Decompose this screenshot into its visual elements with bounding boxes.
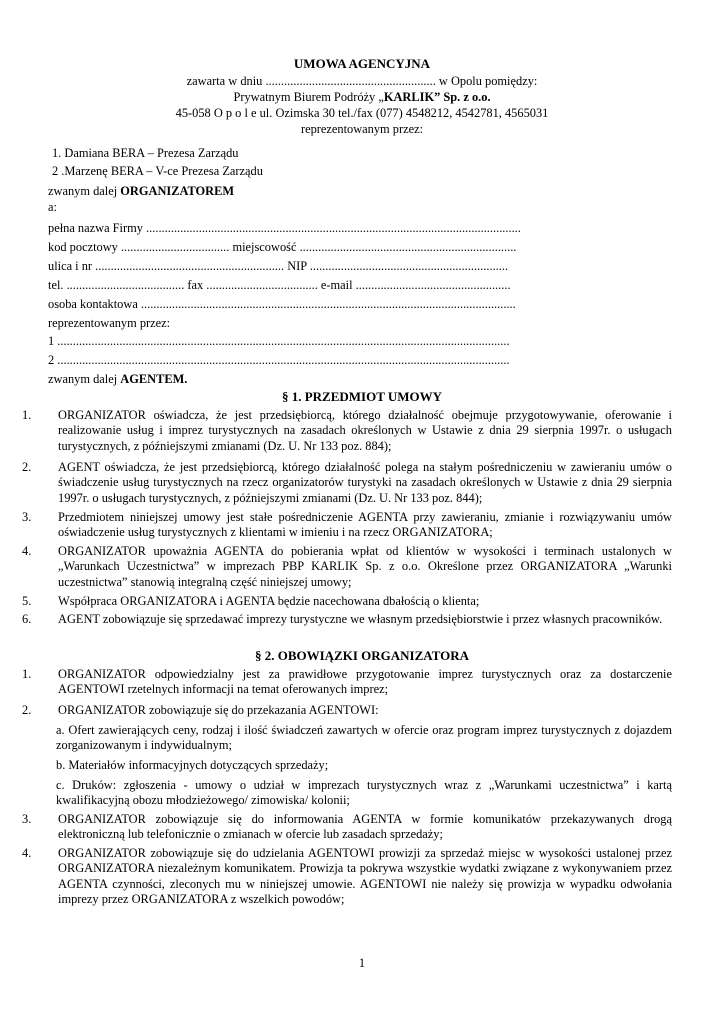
agent-label: AGENTEM.: [120, 372, 188, 386]
field-rep-1: 1 ..................................................................................................................................................: [48, 334, 510, 348]
s1-item-3: [22, 510, 672, 541]
header-company-line: [0, 90, 724, 105]
s1-item-2-text: AGENT oświadcza, że jest przedsiębiorcą, którego działalność polega na stałym pośredniczeniu w zawieraniu umów o świadczenie usług turystycznych na rzecz organizatorów turystyki na zasadach określonych w Ustawie z dnia 29 sierpnia 1997r. o usługach turystycznych, z późniejszymi zmianami (Dz. U. Nr 133 poz. 844);: [58, 460, 672, 505]
s2-item-1: [22, 667, 672, 698]
s2-item-2: [22, 703, 672, 718]
section-1-title: § 1. PRZEDMIOT UMOWY: [281, 389, 443, 404]
s2-item-1-text: ORGANIZATOR odpowiedzialny jest za prawidłowe przygotowanie imprez turystycznych oraz za dostarczenie AGENTOWI rzetelnych informacji na temat oferowanych imprez;: [58, 667, 672, 697]
document-title: UMOWA AGENCYJNA: [293, 56, 431, 71]
representative-1: 1. Damiana BERA – Prezesa Zarządu: [52, 146, 239, 160]
s2-subitem-a-label: a.: [56, 723, 65, 737]
s2-item-2-num: 2.: [22, 703, 32, 717]
s1-item-2: [22, 460, 672, 506]
s1-item-5-text: Współpraca ORGANIZATORA i AGENTA będzie nacechowana dbałością o klienta;: [58, 594, 480, 608]
company-name: KARLIK” Sp. z o.o.: [383, 90, 491, 104]
s1-item-4-num: 4.: [22, 544, 32, 558]
s2-subitem-a-text: Ofert zawierających ceny, rodzaj i ilość świadczeń zawartych w ofercie oraz program imprez turystycznych z dojazdem zorganizowanym i indywidualnym;: [56, 723, 672, 753]
organizer-label: ORGANIZATOREM: [120, 184, 235, 198]
s1-item-3-text: Przedmiotem niniejszej umowy jest stałe pośredniczenie AGENTA przy zawieraniu, zmianie i rozwiązywaniu umów oświadczenie usług turystycznych z klientami w imieniu i na rzecz ORGANIZATORA;: [58, 510, 672, 540]
s1-item-1-num: 1.: [22, 408, 32, 422]
s1-item-4: [22, 544, 672, 590]
field-phone: tel. ...................................... fax .................................... e-mail ..................................................: [48, 278, 511, 292]
field-street: ulica i nr ............................................................. NIP ................................................................: [48, 259, 509, 273]
s1-item-4-text: ORGANIZATOR upoważnia AGENTA do pobierania wpłat od klientów w wysokości i terminach ustalonych w „Warunkach Uczestnictwa” w imprezach PBP KARLIK Sp. z o.o. Określone przez ORGANIZATORA „Warunki uczestnictwa” stanowią integralną część niniejszej umowy;: [58, 544, 672, 589]
agent-prefix: zwanym dalej: [48, 372, 121, 386]
s1-item-2-num: 2.: [22, 460, 32, 474]
s1-item-3-num: 3.: [22, 510, 32, 524]
s2-item-4-num: 4.: [22, 846, 32, 860]
company-prefix: Prywatnym Biurem Podróży „: [233, 90, 384, 104]
s2-subitem-b-label: b.: [56, 758, 66, 772]
field-rep-label: reprezentowanym przez:: [48, 316, 171, 330]
conjunction-a: a:: [48, 200, 57, 214]
s2-item-4-text: ORGANIZATOR zobowiązuje się do udzielania AGENTOWI prowizji za sprzedaż miejsc w wysokości ustalonej przez ORGANIZATORA niezależnym komunikatem. Prowizja ta pokrywa wszystkie wydatki związane z wykonywaniem przez AGENTA czynności, zleconych mu w niniejszej umowie. AGENTOWI nie należy się prowizja w wypadku odwołania imprezy przez ORGANIZATORA z wszelkich powodów;: [58, 846, 672, 907]
s2-subitem-b: [56, 758, 672, 773]
s2-subitem-b-text: Materiałów informacyjnych dotyczących sprzedaży;: [68, 758, 329, 772]
section-2-title: § 2. OBOWIĄZKI ORGANIZATORA: [254, 648, 470, 663]
header-date-line: zawarta w dniu ....................................................... w Opolu pomiędzy:: [186, 74, 538, 88]
organizer-prefix: zwanym dalej: [48, 184, 121, 198]
s2-item-3-num: 3.: [22, 812, 32, 826]
representative-2: 2 .Marzenę BERA – V-ce Prezesa Zarządu: [52, 164, 263, 178]
s2-item-3-text: ORGANIZATOR zobowiązuje się do informowania AGENTA w formie komunikatów przekazywanych drogą elektroniczną lub telefonicznie o zmianach w ofercie lub zasadach sprzedaży;: [58, 812, 672, 842]
field-contact: osoba kontaktowa .........................................................................................................................: [48, 297, 516, 311]
s2-item-1-num: 1.: [22, 667, 32, 681]
agent-intro: [48, 372, 187, 387]
field-rep-2: 2 ..................................................................................................................................................: [48, 353, 510, 367]
organizer-intro: [48, 184, 234, 199]
field-postal-code: kod pocztowy ................................... miejscowość ......................................................................: [48, 240, 517, 254]
s2-item-2-text: ORGANIZATOR zobowiązuje się do przekazania AGENTOWI:: [58, 703, 379, 717]
header-address-line: 45-058 O p o l e ul. Ozimska 30 tel./fax (077) 4548212, 4542781, 4565031: [175, 106, 549, 120]
s1-item-6: [22, 612, 672, 627]
s2-item-3: [22, 812, 672, 843]
s2-subitem-c-label: c.: [56, 778, 65, 792]
s1-item-5: [22, 594, 672, 609]
s2-subitem-a: [56, 723, 672, 754]
page-number: 1: [358, 956, 366, 970]
s2-subitem-c-text: Druków: zgłoszenia - umowy o udział w imprezach turystycznych wraz z „Warunkami uczestnictwa” i kartą kwalifikacyjną obozu młodzieżowego/ zimowiska/ kolonii;: [56, 778, 672, 808]
s2-subitem-a-line: [56, 723, 672, 754]
s1-item-6-text: AGENT zobowiązuje się sprzedawać imprezy turystyczne we własnym przedsiębiorstwie i przez własnych pracowników.: [58, 612, 663, 626]
s1-item-1-text: ORGANIZATOR oświadcza, że jest przedsiębiorcą, którego działalność obejmuje przygotowywanie, oferowanie i realizowanie usług i imprez turystycznych na zasadach określonych w Ustawie z dnia 29 sierpnia 1997r. o usługach turystycznych, z późniejszymi zmianami (Dz. U. Nr 133 poz. 884);: [58, 408, 672, 453]
header-represented-line: reprezentowanym przez:: [300, 122, 424, 136]
s2-subitem-c: [56, 778, 672, 809]
field-company-name: pełna nazwa Firmy .........................................................................................................................: [48, 221, 521, 235]
s1-item-6-num: 6.: [22, 612, 32, 626]
s2-item-4: [22, 846, 672, 908]
s1-item-1: [22, 408, 672, 454]
s1-item-5-num: 5.: [22, 594, 32, 608]
